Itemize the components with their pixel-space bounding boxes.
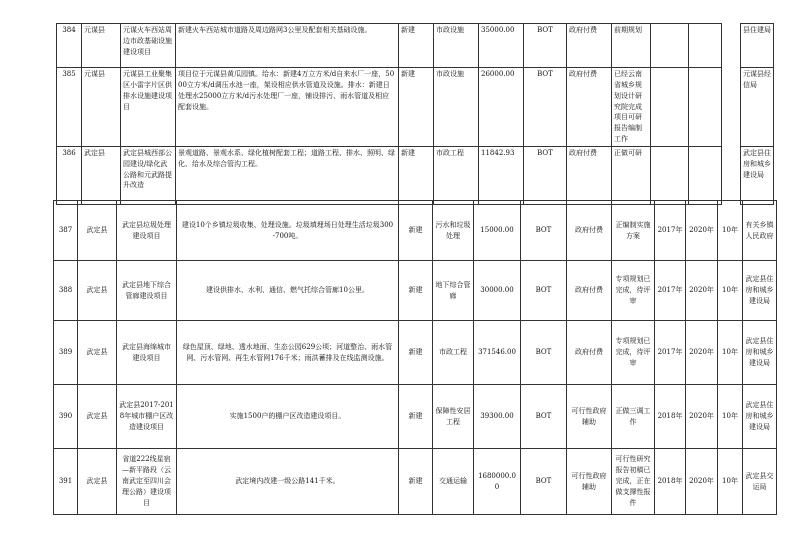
cell-mode: BOT — [521, 261, 567, 321]
cell-content: 绿色屋顶、绿地、透水地面、生态公园629公顷；河道整治、雨水管网、污水管网、再生水管网176千米；雨洪蓄排及在线监测设施。 — [177, 321, 399, 385]
cell-name: 武定县地下综合管廊建设项目 — [117, 261, 177, 321]
cell-mode: BOT — [521, 201, 567, 261]
cell-mode: BOT — [524, 24, 567, 68]
cell-stage: 已经云南省城乡规划设计研究院完成项目可研报告编制工作 — [612, 68, 651, 147]
cell-investment: 1680000.00 — [474, 449, 521, 515]
cell-name: 省道222线星宿—新平路段（云南武定至四川会理公路）建设项目 — [117, 449, 177, 515]
cell-name: 武定县垃圾处理建设项目 — [117, 201, 177, 261]
cell-type: 新建 — [399, 201, 433, 261]
cell-start: 2017年 — [655, 201, 686, 261]
cell-start — [651, 68, 689, 147]
cell-pay: 政府付费 — [567, 146, 612, 204]
cell-category: 市政工程 — [434, 146, 479, 204]
cell-years — [722, 146, 741, 204]
table-row — [54, 201, 777, 261]
cell-dept: 武定县住房和城乡建设局 — [743, 261, 777, 321]
cell-category: 交通运输 — [433, 449, 474, 515]
cell-county: 武定县 — [78, 201, 117, 261]
cell-end: 2020年 — [686, 449, 718, 515]
cell-content: 实施1500户的棚户区改造建设项目。 — [177, 385, 399, 449]
cell-end — [689, 146, 722, 204]
cell-mode: BOT — [524, 68, 567, 147]
cell-dept: 有关乡镇人民政府 — [743, 201, 777, 261]
cell-name: 元谋县工业聚集区小雷字片区供排水设施建设项目 — [121, 68, 176, 147]
cell-pay: 可行性政府辅助 — [567, 449, 612, 515]
cell-years — [722, 68, 741, 147]
cell-investment: 15000.00 — [474, 201, 521, 261]
cell-county: 武定县 — [78, 385, 117, 449]
cell-stage: 正做可研 — [612, 146, 651, 204]
cell-years: 10年 — [718, 385, 743, 449]
cell-dept: 武定县交运局 — [743, 449, 777, 515]
cell-start — [651, 146, 689, 204]
cell-content: 项目位于元谋县黄瓜园镇。给水：新建4万立方米/d自来水厂一座，5000立方米/d调压水池一座，架设相应供水管道及设施。排水：新建日处理水25000立方米/d污水处理厂一座，铺设排污、雨水管道及相应配套设施。 — [176, 68, 399, 147]
table-row — [57, 68, 774, 147]
cell-end — [689, 24, 722, 68]
cell-category: 污水和垃圾处理 — [433, 201, 474, 261]
cell-end: 2020年 — [686, 321, 718, 385]
cell-pay: 政府付费 — [567, 201, 612, 261]
cell-pay: 可行性政府辅助 — [567, 385, 612, 449]
cell-stage: 正做三调工作 — [612, 385, 655, 449]
cell-category: 地下综合管廊 — [433, 261, 474, 321]
cell-category: 保障性安居工程 — [433, 385, 474, 449]
table-row — [57, 146, 774, 204]
cell-years: 10年 — [718, 261, 743, 321]
cell-county: 武定县 — [78, 321, 117, 385]
cell-category: 市政设施 — [434, 24, 479, 68]
cell-pay: 政府付费 — [567, 24, 612, 68]
cell-mode: BOT — [521, 385, 567, 449]
cell-no: 388 — [54, 261, 78, 321]
cell-county: 元谋县 — [82, 24, 121, 68]
cell-stage: 正编制实施方案 — [612, 201, 655, 261]
cell-name: 武定县海绵城市建设项目 — [117, 321, 177, 385]
cell-start: 2018年 — [655, 385, 686, 449]
cell-category: 市政工程 — [433, 321, 474, 385]
cell-pay: 政府付费 — [567, 261, 612, 321]
cell-start: 2017年 — [655, 321, 686, 385]
cell-dept: 县住建局 — [741, 24, 774, 68]
table-row — [57, 24, 774, 68]
cell-end: 2020年 — [686, 385, 718, 449]
cell-pay: 政府付费 — [567, 321, 612, 385]
table-row — [54, 385, 777, 449]
cell-investment: 11842.93 — [479, 146, 524, 204]
cell-no: 391 — [54, 449, 78, 515]
cell-name: 元谋火车西站周边市政基础设施建设项目 — [121, 24, 176, 68]
cell-content: 新建火车西站城市道路及周边路网3公里及配套相关基础设施。 — [176, 24, 399, 68]
cell-stage: 前期规划 — [612, 24, 651, 68]
cell-dept: 武定县住房和城乡建设局 — [743, 385, 777, 449]
cell-category: 市政设施 — [434, 68, 479, 147]
cell-mode: BOT — [521, 449, 567, 515]
cell-county: 武定县 — [78, 449, 117, 515]
cell-pay: 政府付费 — [567, 68, 612, 147]
cell-content: 建设10个乡镇垃圾收集、处理设施。垃圾填埋场日处理生活垃圾300-700吨。 — [177, 201, 399, 261]
cell-start — [651, 24, 689, 68]
cell-mode: BOT — [521, 321, 567, 385]
cell-years: 10年 — [718, 321, 743, 385]
table-row — [54, 321, 777, 385]
cell-type: 新建 — [399, 261, 433, 321]
cell-county: 武定县 — [78, 261, 117, 321]
cell-dept: 武定县住房和城乡建设局 — [743, 321, 777, 385]
cell-type: 新建 — [399, 449, 433, 515]
cell-years: 10年 — [718, 201, 743, 261]
cell-county: 元谋县 — [82, 68, 121, 147]
cell-no: 386 — [57, 146, 82, 204]
cell-investment: 30000.00 — [474, 261, 521, 321]
cell-type: 新建 — [399, 68, 434, 147]
cell-end: 2020年 — [686, 201, 718, 261]
cell-no: 385 — [57, 68, 82, 147]
cell-type: 新建 — [399, 321, 433, 385]
project-table-bottom — [53, 200, 777, 515]
cell-content: 建设供排水、水利、通信、燃气托综合管廊10公里。 — [177, 261, 399, 321]
cell-dept: 元谋县经信局 — [741, 68, 774, 147]
cell-mode: BOT — [524, 146, 567, 204]
cell-years: 10年 — [718, 449, 743, 515]
cell-end: 2020年 — [686, 261, 718, 321]
cell-no: 390 — [54, 385, 78, 449]
cell-content: 武定境内改建一级公路141千米。 — [177, 449, 399, 515]
cell-type: 新建 — [399, 24, 434, 68]
cell-no: 384 — [57, 24, 82, 68]
cell-type: 新建 — [399, 146, 434, 204]
cell-dept: 武定县住房和城乡建设局 — [741, 146, 774, 204]
cell-start: 2017年 — [655, 261, 686, 321]
cell-no: 389 — [54, 321, 78, 385]
cell-name: 武定县城西部公园建设/绿化武公路和元武路提升改造 — [121, 146, 176, 204]
cell-county: 武定县 — [82, 146, 121, 204]
cell-name: 武定县2017-2018年城市棚户区改造建设项目 — [117, 385, 177, 449]
cell-stage: 专项规划已完成，待评审 — [612, 261, 655, 321]
cell-start: 2018年 — [655, 449, 686, 515]
cell-no: 387 — [54, 201, 78, 261]
cell-stage: 可行性研究报告初稿已完成，正在做支撑性报件 — [612, 449, 655, 515]
cell-investment: 39300.00 — [474, 385, 521, 449]
cell-content: 景观道路、景观水系、绿化植树配套工程；道路工程、排水、照明、绿化、给水及综合管沟工程。 — [176, 146, 399, 204]
cell-type: 新建 — [399, 385, 433, 449]
cell-stage: 专项规划已完成，待评审 — [612, 321, 655, 385]
cell-investment: 26000.00 — [479, 68, 524, 147]
table-row — [54, 449, 777, 515]
table-row — [54, 261, 777, 321]
project-table-top — [56, 23, 774, 205]
cell-investment: 35000.00 — [479, 24, 524, 68]
cell-end — [689, 68, 722, 147]
cell-investment: 371546.00 — [474, 321, 521, 385]
cell-years — [722, 24, 741, 68]
